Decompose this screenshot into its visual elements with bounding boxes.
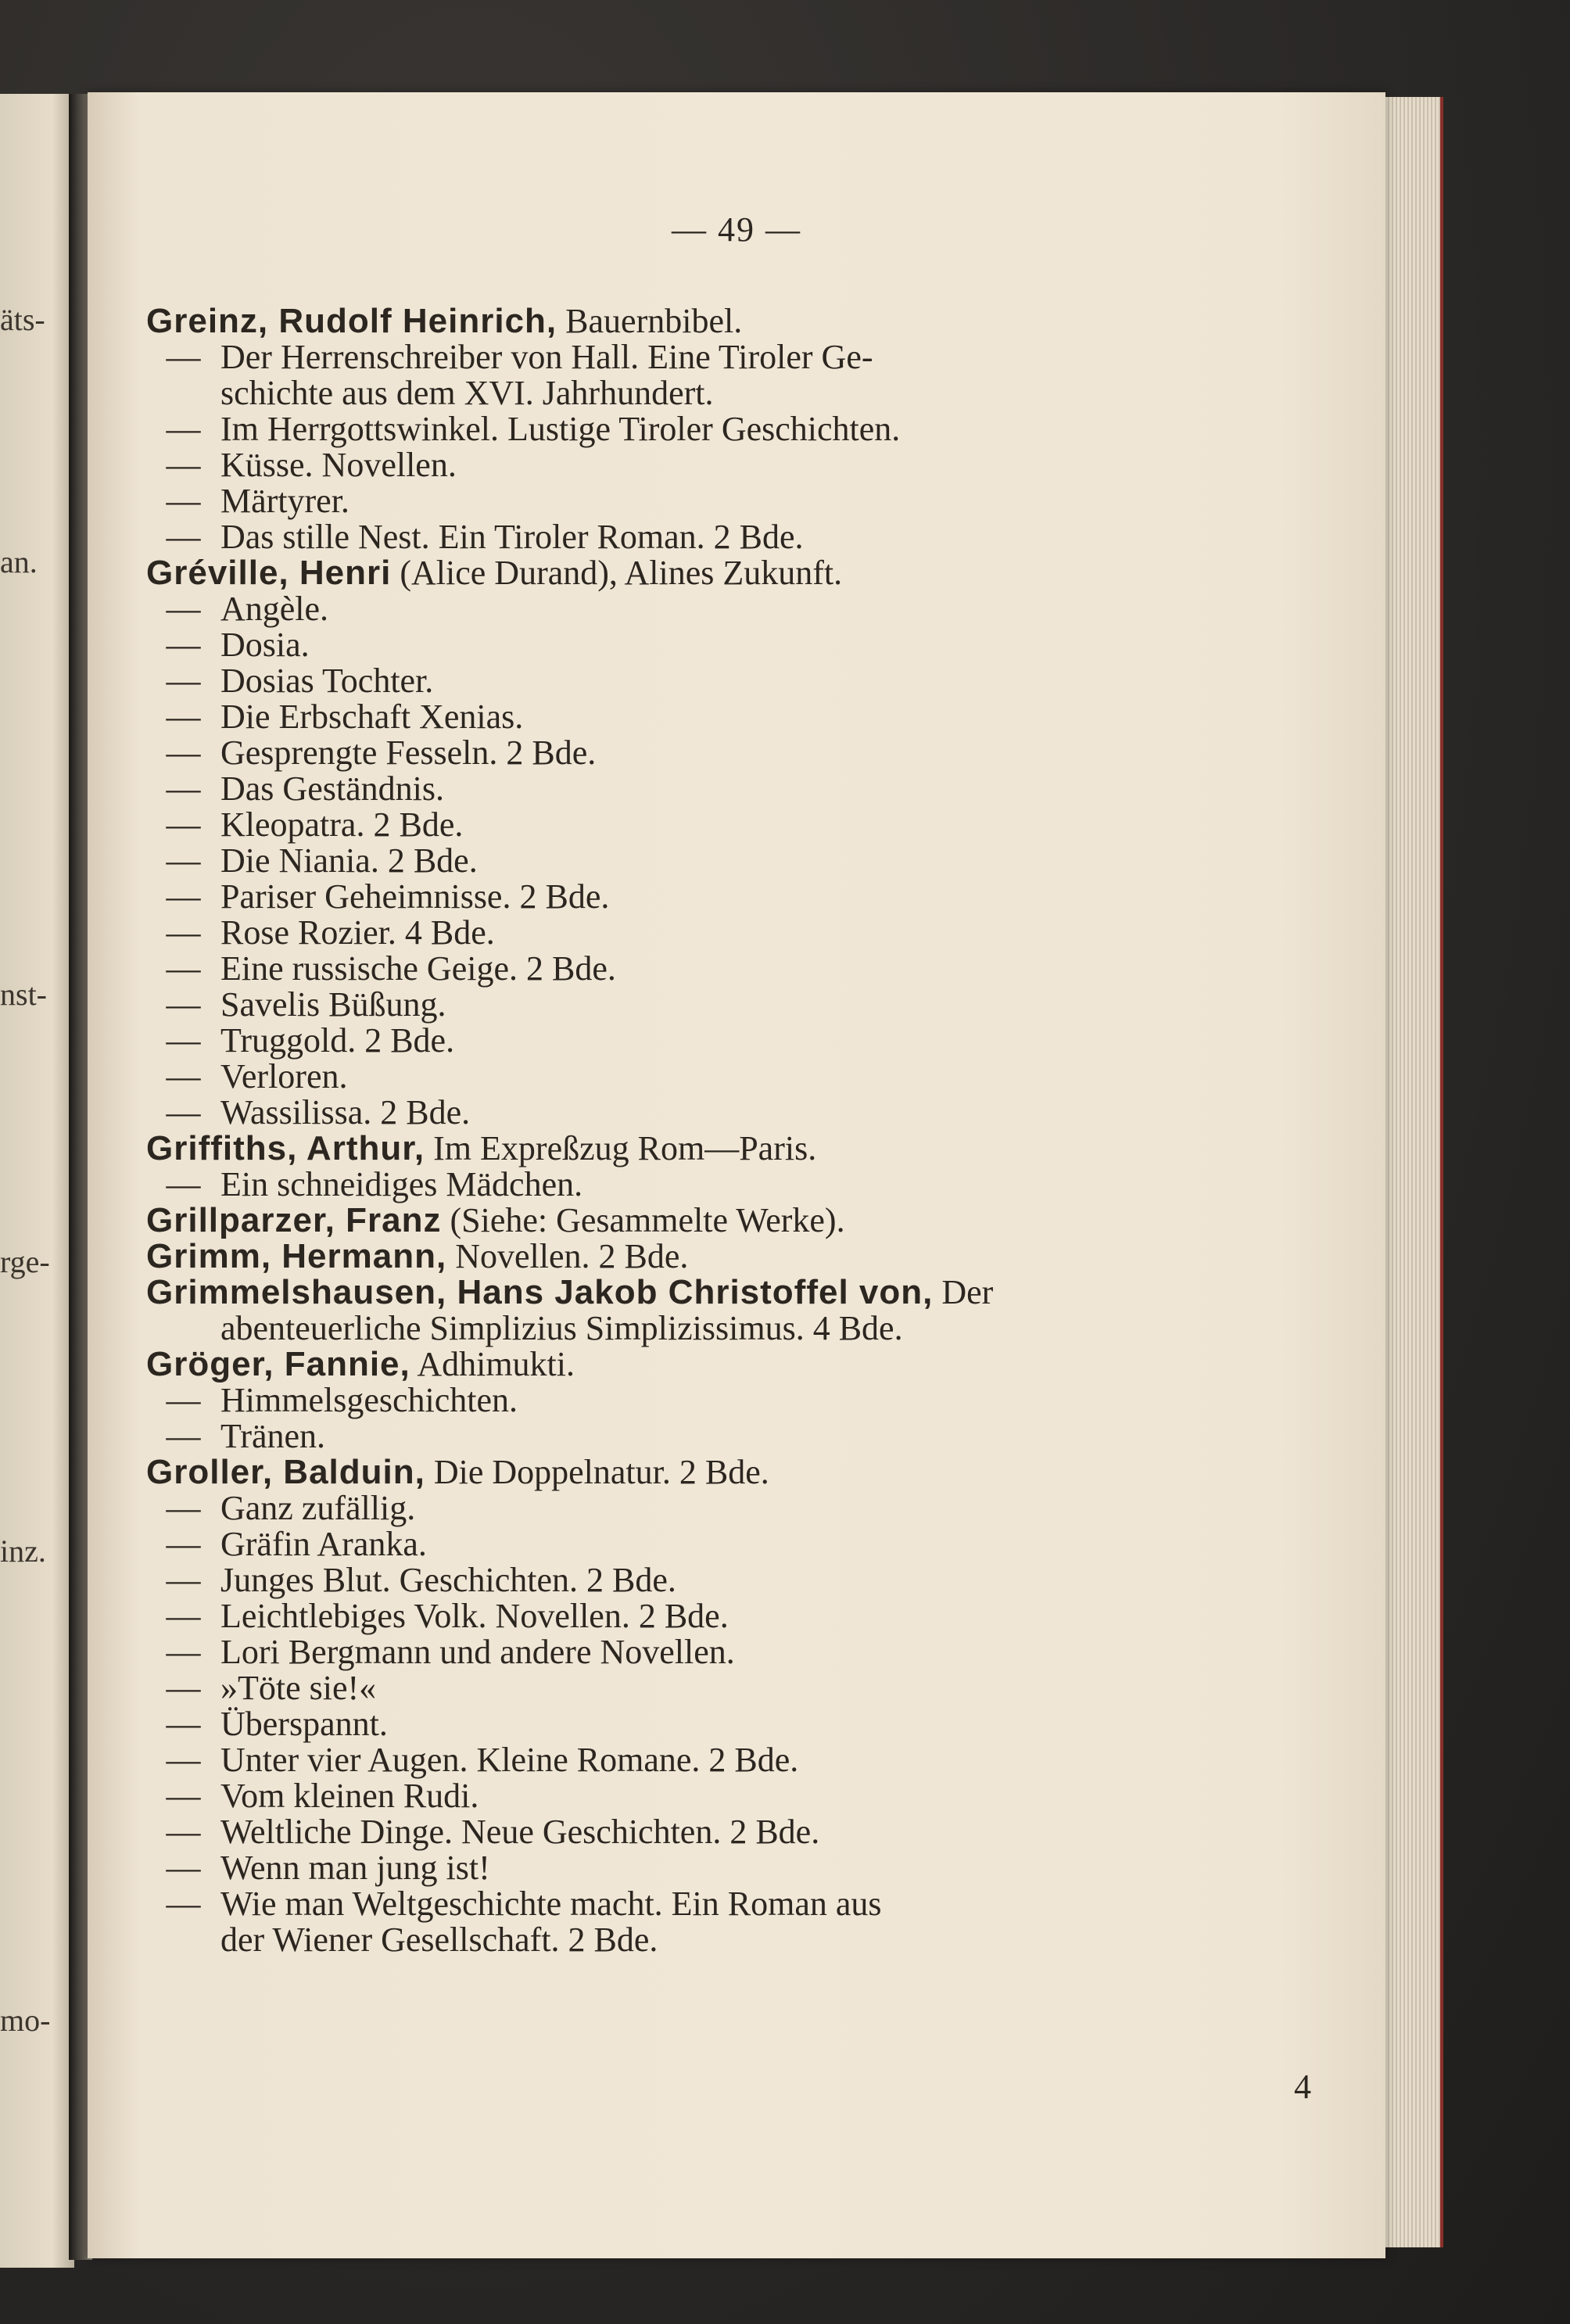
author-entry [146,1347,1319,1383]
title-entry [146,1383,1319,1418]
title-entry [146,411,1319,447]
title-text: Das Geständnis. [220,769,444,808]
ditto-dash: — [166,1525,201,1563]
catalog-page [88,92,1385,2258]
title-entry [146,987,1319,1023]
title-entry [146,1167,1319,1203]
title-entry [146,771,1319,807]
title-entry [146,1670,1319,1706]
signature-mark: 4 [1294,2068,1311,2106]
ditto-dash: — [166,1381,201,1419]
ditto-dash: — [166,769,201,808]
title-entry [146,1814,1319,1850]
title-text: Im Herrgottswinkel. Lustige Tiroler Geschichten. [220,410,901,448]
title-text: Gesprengte Fesseln. 2 Bde. [220,733,597,772]
title-entry [146,627,1319,663]
title-text: Der Herrenschreiber von Hall. Eine Tiroler Ge- [220,338,873,376]
title-text: Kleopatra. 2 Bde. [220,805,464,844]
title-entry [146,843,1319,879]
page-number: — 49 — [672,210,801,249]
title-text: Tränen. [220,1417,326,1455]
title-entry [146,699,1319,735]
title-entry [146,339,1319,375]
ditto-dash: — [166,1597,201,1635]
ditto-dash: — [166,1021,201,1060]
ditto-dash: — [166,841,201,880]
ditto-dash: — [166,1705,201,1743]
ditto-dash: — [166,985,201,1024]
title-entry [146,1742,1319,1778]
title-text: Adhimukti. [410,1345,575,1383]
title-entry [146,483,1319,519]
title-entry [146,447,1319,483]
margin-fragment: rge- [0,1244,50,1279]
author-entry [146,1131,1319,1167]
margin-fragment: inz. [0,1533,46,1569]
ditto-dash: — [166,1669,201,1707]
title-text: Wassilissa. 2 Bde. [220,1093,471,1132]
continuation-line: der Wiener Gesellschaft. 2 Bde. [220,1921,658,1959]
title-text: (Siehe: Gesammelte Werke). [441,1201,845,1239]
author-entry [146,1275,1319,1311]
title-text: Wenn man jung ist! [220,1849,490,1887]
ditto-dash: — [166,805,201,844]
ditto-dash: — [166,1057,201,1096]
ditto-dash: — [166,1777,201,1815]
margin-fragment: nst- [0,977,47,1012]
title-text: Wie man Weltgeschichte macht. Ein Roman aus [220,1885,882,1923]
ditto-dash: — [166,518,201,556]
title-entry [146,807,1319,843]
ditto-dash: — [166,590,201,628]
author-name: Grimm, Hermann, [146,1237,447,1275]
title-text: Truggold. 2 Bde. [220,1021,455,1060]
ditto-dash: — [166,410,201,448]
title-text: Das stille Nest. Ein Tiroler Roman. 2 Bde. [220,518,804,556]
title-entry [146,879,1319,915]
title-entry [146,1886,1319,1922]
title-text: Bauernbibel. [557,302,743,340]
ditto-dash: — [166,446,201,484]
title-text: Himmelsgeschichten. [220,1381,518,1419]
title-text: Die Erbschaft Xenias. [220,698,524,736]
title-entry [146,1634,1319,1670]
ditto-dash: — [166,1489,201,1527]
title-text: Ganz zufällig. [220,1489,416,1527]
author-name: Greinz, Rudolf Heinrich, [146,302,557,340]
previous-page-edge [0,94,74,2268]
title-entry [146,519,1319,555]
title-text: Lori Bergmann und andere Novellen. [220,1633,735,1671]
ditto-dash: — [166,1813,201,1851]
title-text: Leichtlebiges Volk. Novellen. 2 Bde. [220,1597,729,1635]
ditto-dash: — [166,626,201,664]
title-text: Die Doppelnatur. 2 Bde. [425,1453,769,1491]
title-entry [146,1778,1319,1814]
title-text: Der [933,1273,994,1311]
ditto-dash: — [166,1633,201,1671]
title-entry [146,1562,1319,1598]
author-entry [146,1203,1319,1239]
ditto-dash: — [166,482,201,520]
ditto-dash: — [166,877,201,916]
title-text: Eine russische Geige. 2 Bde. [220,949,616,988]
author-entry [146,1239,1319,1275]
author-entry [146,555,1319,591]
title-text: Angèle. [220,590,329,628]
continuation-line: schichte aus dem XVI. Jahrhundert. [220,374,714,412]
title-entry [146,915,1319,951]
title-text: Savelis Büßung. [220,985,446,1024]
title-text: Junges Blut. Geschichten. 2 Bde. [220,1561,676,1599]
ditto-dash: — [166,662,201,700]
catalog-entries [146,303,1319,1958]
author-name: Grimmelshausen, Hans Jakob Christoffel von, [146,1273,934,1311]
title-text: Vom kleinen Rudi. [220,1777,479,1815]
title-text: Novellen. 2 Bde. [446,1237,689,1275]
title-text: Gräfin Aranka. [220,1525,427,1563]
title-entry [146,735,1319,771]
title-entry [146,1706,1319,1742]
title-entry [146,591,1319,627]
title-entry [146,1598,1319,1634]
title-text: Ein schneidiges Mädchen. [220,1165,583,1203]
author-entry [146,1454,1319,1490]
title-text: Im Expreßzug Rom—Paris. [425,1129,817,1167]
ditto-dash: — [166,1561,201,1599]
ditto-dash: — [166,949,201,988]
author-name: Gréville, Henri [146,554,392,592]
title-entry [146,1850,1319,1886]
title-text: Überspannt. [220,1705,388,1743]
ditto-dash: — [166,1849,201,1887]
title-entry [146,951,1319,987]
margin-fragment: äts- [0,302,45,337]
title-text: Märtyrer. [220,482,349,520]
title-text: Unter vier Augen. Kleine Romane. 2 Bde. [220,1741,799,1779]
title-text: Dosia. [220,626,310,664]
title-text: Die Niania. 2 Bde. [220,841,478,880]
title-text: Rose Rozier. 4 Bde. [220,913,495,952]
title-entry [146,1059,1319,1095]
title-entry [146,1490,1319,1526]
page-block-edges [1385,97,1443,2247]
title-text: Verloren. [220,1057,348,1096]
ditto-dash: — [166,1093,201,1132]
ditto-dash: — [166,1741,201,1779]
ditto-dash: — [166,698,201,736]
author-name: Groller, Balduin, [146,1453,425,1491]
margin-fragment: mo- [0,2003,51,2038]
title-text: Weltliche Dinge. Neue Geschichten. 2 Bde. [220,1813,820,1851]
title-entry [146,1526,1319,1562]
ditto-dash: — [166,1885,201,1923]
title-text: Küsse. Novellen. [220,446,457,484]
title-text: »Töte sie!« [220,1669,377,1707]
margin-fragment: an. [0,544,38,579]
ditto-dash: — [166,913,201,952]
ditto-dash: — [166,733,201,772]
title-entry [146,663,1319,699]
ditto-dash: — [166,1417,201,1455]
title-entry [146,1418,1319,1454]
continuation-line: abenteuerliche Simplizius Simplizissimus. 4 Bde. [220,1309,903,1347]
title-text: Pariser Geheimnisse. 2 Bde. [220,877,610,916]
author-name: Griffiths, Arthur, [146,1129,425,1167]
author-entry [146,303,1319,339]
title-entry [146,1023,1319,1059]
title-text: (Alice Durand), Alines Zukunft. [391,554,843,592]
author-name: Gröger, Fannie, [146,1345,410,1383]
author-name: Grillparzer, Franz [146,1201,442,1239]
title-text: Dosias Tochter. [220,662,434,700]
ditto-dash: — [166,1165,201,1203]
ditto-dash: — [166,338,201,376]
title-entry [146,1095,1319,1131]
